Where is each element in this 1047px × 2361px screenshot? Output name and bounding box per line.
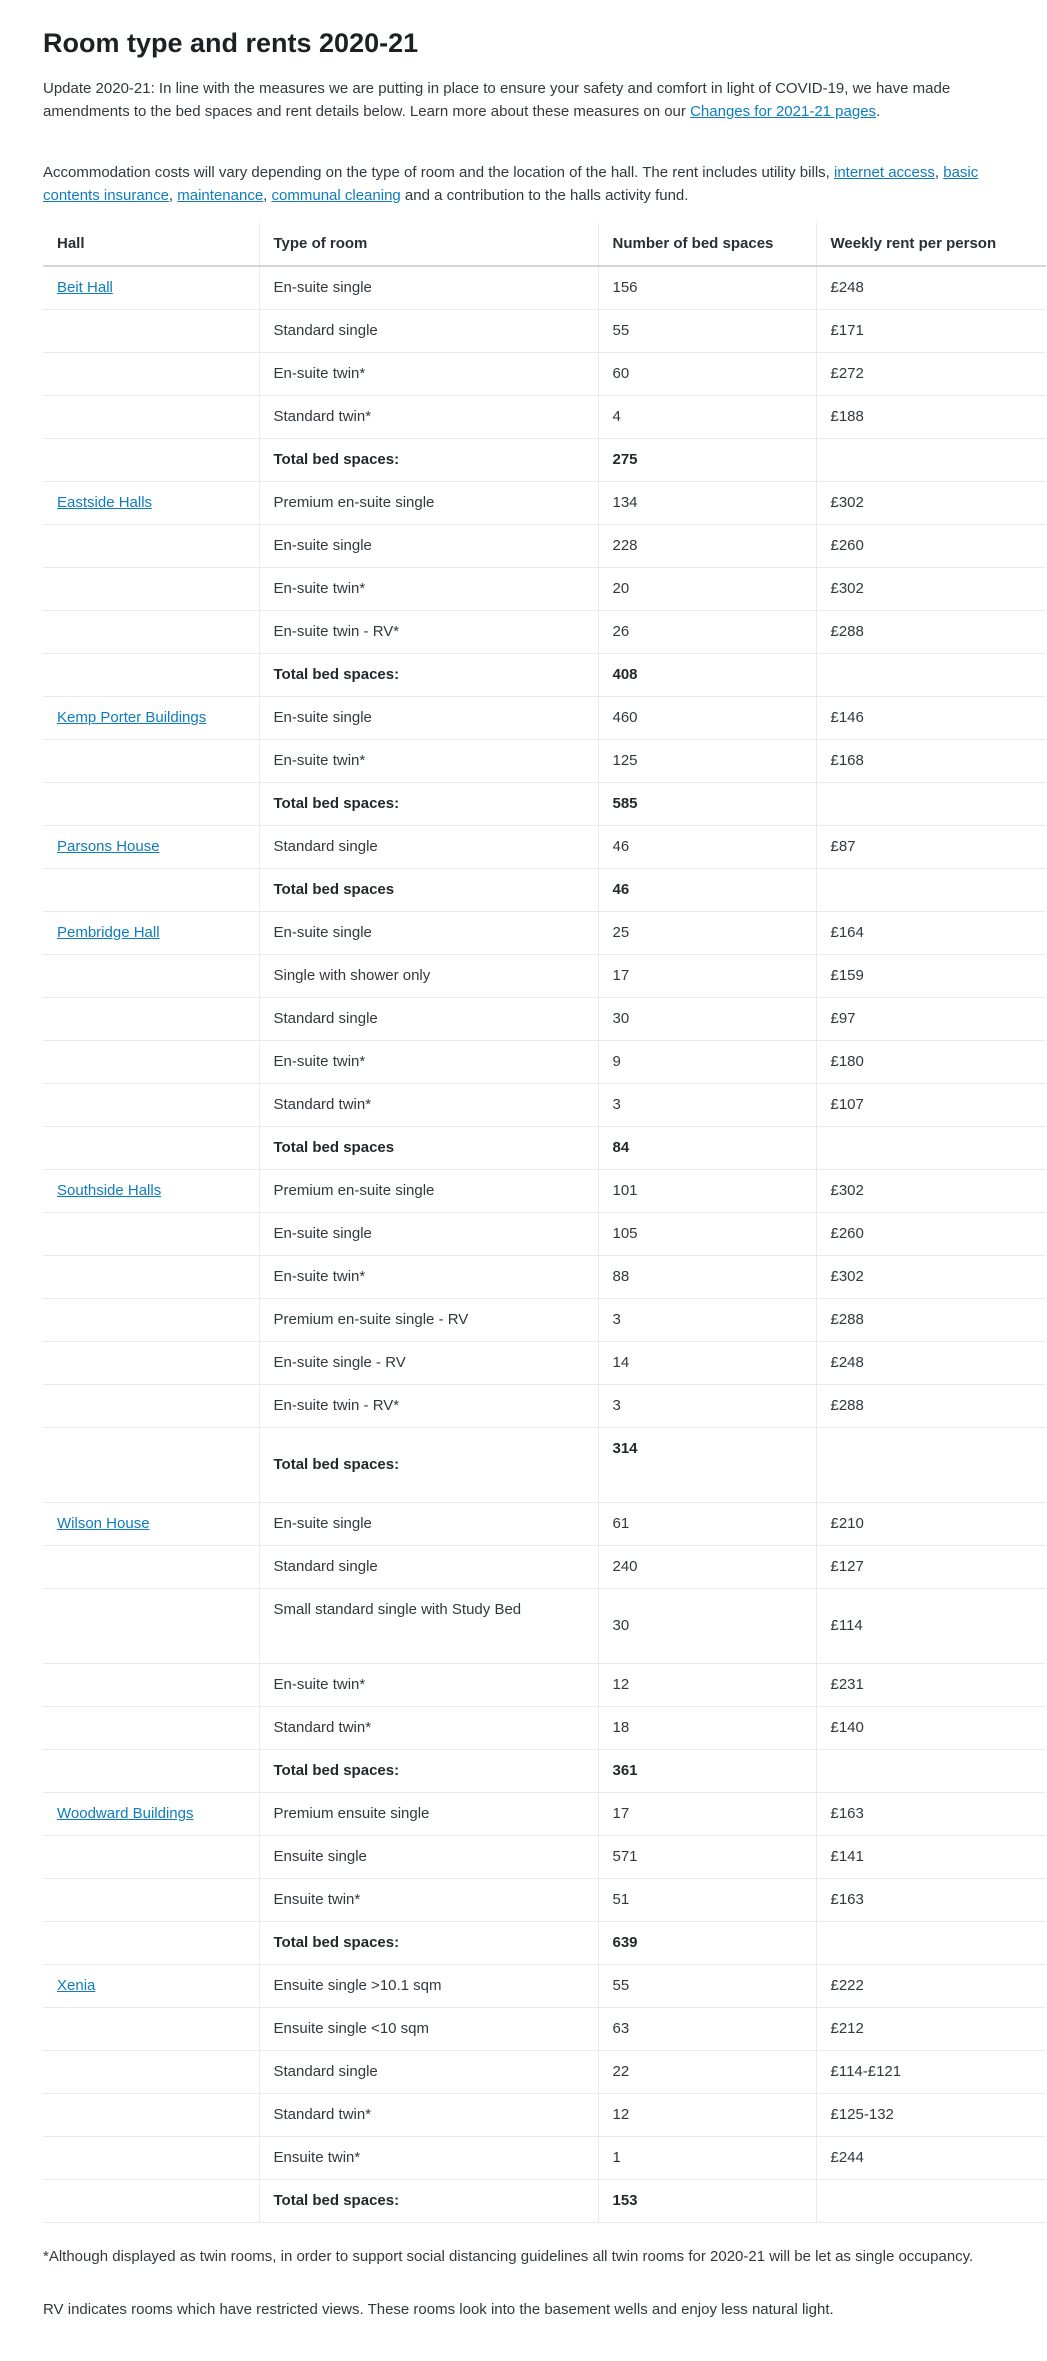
bed-spaces-cell: 12 [598, 1664, 816, 1707]
total-value-cell: 84 [598, 1127, 816, 1170]
header-weekly-rent: Weekly rent per person [816, 223, 1046, 266]
bed-spaces-cell: 9 [598, 1041, 816, 1084]
table-row [43, 1707, 1046, 1750]
weekly-rent-cell: £140 [816, 1707, 1046, 1750]
total-row [43, 1428, 1046, 1503]
update-paragraph: Update 2020-21: In line with the measures we are putting in place to ensure your safety and comfort in light of COVID-19, we have made amendments to the bed spaces and rent details below. Learn more about these measures on our Changes for 2021-21 pages. [43, 80, 951, 120]
hall-cell [43, 740, 259, 783]
table-row [43, 740, 1046, 783]
table-row [43, 1170, 1046, 1213]
room-type-cell: Small standard single with Study Bed [259, 1589, 598, 1664]
bed-spaces-cell: 17 [598, 955, 816, 998]
hall-link-parsons-house[interactable]: Parsons House [57, 838, 160, 855]
weekly-rent-cell: £180 [816, 1041, 1046, 1084]
hall-cell [43, 998, 259, 1041]
hall-link-beit-hall[interactable]: Beit Hall [57, 279, 113, 296]
weekly-rent-cell [816, 2180, 1046, 2223]
hall-cell [43, 1213, 259, 1256]
room-type-cell: Standard single [259, 998, 598, 1041]
weekly-rent-cell: £260 [816, 525, 1046, 568]
weekly-rent-cell: £302 [816, 1256, 1046, 1299]
table-row [43, 310, 1046, 353]
weekly-rent-cell: £97 [816, 998, 1046, 1041]
table-row [43, 482, 1046, 525]
bed-spaces-cell: 134 [598, 482, 816, 525]
bed-spaces-cell: 51 [598, 1879, 816, 1922]
weekly-rent-cell: £159 [816, 955, 1046, 998]
table-row [43, 1041, 1046, 1084]
weekly-rent-cell [816, 869, 1046, 912]
total-value-cell: 585 [598, 783, 816, 826]
bed-spaces-cell: 105 [598, 1213, 816, 1256]
room-type-cell: En-suite twin* [259, 1041, 598, 1084]
hall-cell [43, 783, 259, 826]
hall-cell [43, 396, 259, 439]
total-value-cell: 46 [598, 869, 816, 912]
weekly-rent-cell: £114-£121 [816, 2051, 1046, 2094]
table-row [43, 1342, 1046, 1385]
bed-spaces-cell: 26 [598, 611, 816, 654]
weekly-rent-cell: £222 [816, 1965, 1046, 2008]
total-label-cell: Total bed spaces: [259, 1922, 598, 1965]
bed-spaces-cell: 571 [598, 1836, 816, 1879]
maintenance-link[interactable]: maintenance [177, 187, 264, 204]
weekly-rent-cell: £302 [816, 482, 1046, 525]
room-type-cell: En-suite single [259, 1213, 598, 1256]
table-body [43, 266, 1046, 2223]
hall-cell [43, 2008, 259, 2051]
hall-cell [43, 1707, 259, 1750]
weekly-rent-cell [816, 783, 1046, 826]
room-type-cell: En-suite twin* [259, 1256, 598, 1299]
total-row [43, 869, 1046, 912]
table-row [43, 1664, 1046, 1707]
total-label-cell: Total bed spaces: [259, 1428, 598, 1503]
total-label-cell: Total bed spaces [259, 869, 598, 912]
hall-cell [43, 697, 259, 740]
hall-cell [43, 2051, 259, 2094]
table-row [43, 998, 1046, 1041]
table-row [43, 1793, 1046, 1836]
weekly-rent-cell: £302 [816, 1170, 1046, 1213]
hall-cell [43, 1546, 259, 1589]
weekly-rent-cell: £272 [816, 353, 1046, 396]
hall-link-woodward-buildings[interactable]: Woodward Buildings [57, 1805, 194, 1822]
hall-cell [43, 1503, 259, 1546]
costs-paragraph: Accommodation costs will vary depending on the type of room and the location of the hall. The rent includes utility bills, internet access, basic contents insurance, maintenance, communal cleaning and a contribution to the halls activity fund. [43, 164, 979, 204]
table-row [43, 1965, 1046, 2008]
hall-cell [43, 2094, 259, 2137]
hall-cell [43, 912, 259, 955]
hall-cell [43, 955, 259, 998]
hall-link-wilson-house[interactable]: Wilson House [57, 1515, 150, 1532]
room-type-cell: En-suite single [259, 912, 598, 955]
total-row [43, 1750, 1046, 1793]
room-type-cell: Standard twin* [259, 1707, 598, 1750]
hall-link-kemp-porter-buildings[interactable]: Kemp Porter Buildings [57, 709, 207, 726]
bed-spaces-cell: 20 [598, 568, 816, 611]
weekly-rent-cell: £114 [816, 1589, 1046, 1664]
weekly-rent-cell: £248 [816, 1342, 1046, 1385]
total-value-cell: 361 [598, 1750, 816, 1793]
total-row [43, 1127, 1046, 1170]
room-type-cell: Ensuite single [259, 1836, 598, 1879]
weekly-rent-cell: £188 [816, 396, 1046, 439]
bed-spaces-cell: 30 [598, 998, 816, 1041]
bed-spaces-cell: 460 [598, 697, 816, 740]
table-row [43, 266, 1046, 310]
room-type-cell: En-suite single - RV [259, 1342, 598, 1385]
weekly-rent-cell: £231 [816, 1664, 1046, 1707]
bed-spaces-cell: 4 [598, 396, 816, 439]
table-row [43, 2137, 1046, 2180]
table-header-row [43, 223, 1046, 266]
total-value-cell: 314 [598, 1428, 816, 1503]
room-type-cell: En-suite twin* [259, 1664, 598, 1707]
room-type-cell: Ensuite single >10.1 sqm [259, 1965, 598, 2008]
weekly-rent-cell: £248 [816, 266, 1046, 310]
weekly-rent-cell [816, 1127, 1046, 1170]
bed-spaces-cell: 1 [598, 2137, 816, 2180]
hall-cell [43, 1084, 259, 1127]
room-type-cell: Premium ensuite single [259, 1793, 598, 1836]
table-row [43, 2051, 1046, 2094]
room-type-cell: Ensuite twin* [259, 1879, 598, 1922]
bed-spaces-cell: 18 [598, 1707, 816, 1750]
room-type-cell: Standard single [259, 826, 598, 869]
page-title: Room type and rents 2020-21 [43, 28, 419, 58]
room-type-cell: Standard single [259, 1546, 598, 1589]
hall-cell [43, 482, 259, 525]
total-label-cell: Total bed spaces: [259, 1750, 598, 1793]
total-label-cell: Total bed spaces: [259, 783, 598, 826]
hall-link-xenia[interactable]: Xenia [57, 1977, 96, 1994]
table-row [43, 1879, 1046, 1922]
total-row [43, 1922, 1046, 1965]
bed-spaces-cell: 55 [598, 310, 816, 353]
bed-spaces-cell: 25 [598, 912, 816, 955]
room-type-cell: Ensuite twin* [259, 2137, 598, 2180]
table-row [43, 697, 1046, 740]
hall-cell [43, 1041, 259, 1084]
communal-cleaning-link[interactable]: communal cleaning [271, 187, 401, 204]
weekly-rent-cell [816, 439, 1046, 482]
hall-cell [43, 1170, 259, 1213]
weekly-rent-cell: £87 [816, 826, 1046, 869]
hall-cell [43, 1965, 259, 2008]
table-row [43, 1213, 1046, 1256]
room-type-cell: Ensuite single <10 sqm [259, 2008, 598, 2051]
room-type-cell: Standard single [259, 310, 598, 353]
changes-for-2021-21-pages-link[interactable]: Changes for 2021-21 pages [690, 103, 877, 120]
total-label-cell: Total bed spaces: [259, 2180, 598, 2223]
weekly-rent-cell: £127 [816, 1546, 1046, 1589]
total-label-cell: Total bed spaces: [259, 439, 598, 482]
table-row [43, 568, 1046, 611]
table-row [43, 826, 1046, 869]
room-type-cell: Standard twin* [259, 396, 598, 439]
hall-cell [43, 310, 259, 353]
bed-spaces-cell: 240 [598, 1546, 816, 1589]
bed-spaces-cell: 3 [598, 1299, 816, 1342]
hall-cell [43, 266, 259, 310]
weekly-rent-cell [816, 1428, 1046, 1503]
room-type-cell: Premium en-suite single [259, 482, 598, 525]
total-row [43, 783, 1046, 826]
header-bed-spaces: Number of bed spaces [598, 223, 816, 266]
room-type-cell: Standard twin* [259, 2094, 598, 2137]
room-type-cell: Single with shower only [259, 955, 598, 998]
weekly-rent-cell: £171 [816, 310, 1046, 353]
header-hall: Hall [43, 223, 259, 266]
weekly-rent-cell [816, 654, 1046, 697]
bed-spaces-cell: 101 [598, 1170, 816, 1213]
bed-spaces-cell: 17 [598, 1793, 816, 1836]
weekly-rent-cell [816, 1750, 1046, 1793]
hall-cell [43, 611, 259, 654]
table-row [43, 1299, 1046, 1342]
hall-cell [43, 1664, 259, 1707]
hall-cell [43, 1127, 259, 1170]
footnote-restricted-views: RV indicates rooms which have restricted views. These rooms look into the basement wells and enjoy less natural light. [43, 2301, 834, 2318]
weekly-rent-cell: £125-132 [816, 2094, 1046, 2137]
bed-spaces-cell: 228 [598, 525, 816, 568]
hall-cell [43, 1879, 259, 1922]
hall-cell [43, 353, 259, 396]
hall-cell [43, 869, 259, 912]
weekly-rent-cell: £163 [816, 1879, 1046, 1922]
room-rents-table [43, 223, 1046, 2223]
hall-cell [43, 568, 259, 611]
weekly-rent-cell: £163 [816, 1793, 1046, 1836]
weekly-rent-cell: £288 [816, 1299, 1046, 1342]
bed-spaces-cell: 22 [598, 2051, 816, 2094]
room-type-cell: En-suite single [259, 525, 598, 568]
room-type-cell: En-suite twin* [259, 740, 598, 783]
table-row [43, 1836, 1046, 1879]
basic-contents-insurance-link[interactable]: basic contents insurance [43, 164, 979, 204]
hall-cell [43, 826, 259, 869]
bed-spaces-cell: 46 [598, 826, 816, 869]
weekly-rent-cell [816, 1922, 1046, 1965]
room-type-cell: Premium en-suite single - RV [259, 1299, 598, 1342]
bed-spaces-cell: 55 [598, 1965, 816, 2008]
bed-spaces-cell: 30 [598, 1589, 816, 1664]
table-row [43, 525, 1046, 568]
room-type-cell: En-suite single [259, 697, 598, 740]
hall-cell [43, 1793, 259, 1836]
bed-spaces-cell: 63 [598, 2008, 816, 2051]
table-row [43, 396, 1046, 439]
weekly-rent-cell: £260 [816, 1213, 1046, 1256]
total-row [43, 439, 1046, 482]
table-row [43, 1546, 1046, 1589]
bed-spaces-cell: 125 [598, 740, 816, 783]
hall-cell [43, 2180, 259, 2223]
room-type-cell: En-suite twin - RV* [259, 1385, 598, 1428]
bed-spaces-cell: 3 [598, 1084, 816, 1127]
hall-cell [43, 1750, 259, 1793]
hall-link-southside-halls[interactable]: Southside Halls [57, 1182, 162, 1199]
total-value-cell: 639 [598, 1922, 816, 1965]
table-row [43, 1385, 1046, 1428]
table-row [43, 1503, 1046, 1546]
weekly-rent-cell: £302 [816, 568, 1046, 611]
table-row [43, 611, 1046, 654]
room-type-cell: En-suite twin - RV* [259, 611, 598, 654]
bed-spaces-cell: 156 [598, 266, 816, 310]
internet-access-link[interactable]: internet access [834, 164, 935, 181]
room-type-cell: En-suite single [259, 266, 598, 310]
bed-spaces-cell: 61 [598, 1503, 816, 1546]
total-value-cell: 408 [598, 654, 816, 697]
table-row [43, 2008, 1046, 2051]
weekly-rent-cell: £212 [816, 2008, 1046, 2051]
hall-cell [43, 1836, 259, 1879]
weekly-rent-cell: £288 [816, 1385, 1046, 1428]
weekly-rent-cell: £244 [816, 2137, 1046, 2180]
hall-cell [43, 1299, 259, 1342]
hall-cell [43, 439, 259, 482]
weekly-rent-cell: £164 [816, 912, 1046, 955]
table-row [43, 1084, 1046, 1127]
room-type-cell: Standard twin* [259, 1084, 598, 1127]
total-label-cell: Total bed spaces [259, 1127, 598, 1170]
weekly-rent-cell: £210 [816, 1503, 1046, 1546]
bed-spaces-cell: 60 [598, 353, 816, 396]
room-type-cell: Standard single [259, 2051, 598, 2094]
total-value-cell: 153 [598, 2180, 816, 2223]
footnote-twin-rooms: *Although displayed as twin rooms, in order to support social distancing guidelines all twin rooms for 2020-21 will be let as single occupancy. [43, 2248, 974, 2265]
bed-spaces-cell: 14 [598, 1342, 816, 1385]
hall-cell [43, 1385, 259, 1428]
room-type-cell: En-suite twin* [259, 568, 598, 611]
hall-cell [43, 1922, 259, 1965]
total-value-cell: 275 [598, 439, 816, 482]
weekly-rent-cell: £141 [816, 1836, 1046, 1879]
table-row [43, 912, 1046, 955]
table-row [43, 2094, 1046, 2137]
weekly-rent-cell: £168 [816, 740, 1046, 783]
table-row [43, 955, 1046, 998]
bed-spaces-cell: 88 [598, 1256, 816, 1299]
hall-cell [43, 1589, 259, 1664]
hall-link-pembridge-hall[interactable]: Pembridge Hall [57, 924, 160, 941]
room-type-cell: En-suite single [259, 1503, 598, 1546]
weekly-rent-cell: £288 [816, 611, 1046, 654]
total-label-cell: Total bed spaces: [259, 654, 598, 697]
hall-cell [43, 525, 259, 568]
bed-spaces-cell: 12 [598, 2094, 816, 2137]
header-type-of-room: Type of room [259, 223, 598, 266]
weekly-rent-cell: £146 [816, 697, 1046, 740]
table-row [43, 1256, 1046, 1299]
weekly-rent-cell: £107 [816, 1084, 1046, 1127]
hall-cell [43, 654, 259, 697]
room-type-cell: Premium en-suite single [259, 1170, 598, 1213]
hall-cell [43, 1428, 259, 1503]
total-row [43, 2180, 1046, 2223]
table-row [43, 353, 1046, 396]
total-row [43, 654, 1046, 697]
room-type-cell: En-suite twin* [259, 353, 598, 396]
hall-link-eastside-halls[interactable]: Eastside Halls [57, 494, 153, 511]
hall-cell [43, 1256, 259, 1299]
hall-cell [43, 2137, 259, 2180]
table-row [43, 1589, 1046, 1664]
bed-spaces-cell: 3 [598, 1385, 816, 1428]
hall-cell [43, 1342, 259, 1385]
